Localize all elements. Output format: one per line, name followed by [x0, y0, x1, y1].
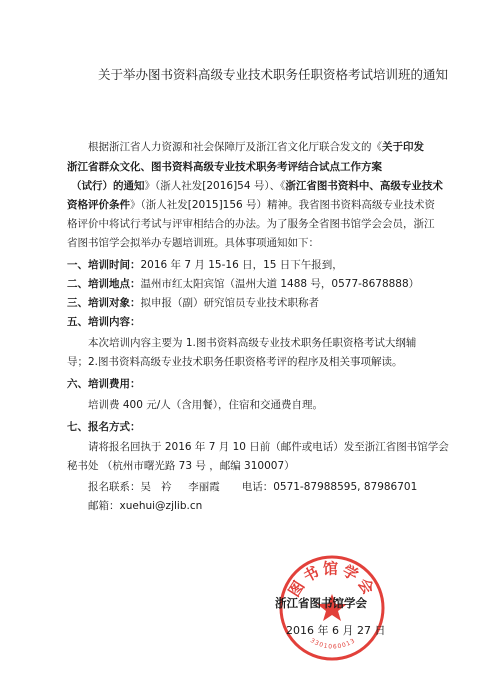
intro-text-run: 关于印发 [382, 141, 424, 153]
item-training-fee-label: 六、培训费用： [67, 378, 141, 390]
intro-line [67, 218, 435, 231]
contact-label: 报名联系： [88, 481, 141, 493]
item-training-content-label: 五、培训内容： [67, 316, 141, 328]
intro-line [67, 161, 382, 174]
intro-line [67, 237, 319, 250]
email-label: 邮箱： [88, 500, 120, 512]
fee-text: 培训费 400 元/人（含用餐），住宿和交通费自理。 [88, 399, 324, 411]
notice-title: 关于举办图书资料高级专业技术职务任职资格考试培训班的通知 [98, 67, 449, 82]
item-label: 二、培训地点： [67, 278, 141, 290]
signup-line: 秘书处 （杭州市曙光路 73 号 ，邮编 310007） [67, 460, 295, 472]
contact-names: 吴 衿 李丽霞 [140, 481, 220, 493]
item-signup-label: 七、报名方式： [67, 421, 141, 433]
intro-text-run: 》（浙人社发[2016]54 号）、《 [144, 180, 286, 192]
intro-text-run: 资格评价条件 [67, 199, 130, 211]
intro-text-run: 浙江省图书资料中、高级专业技术 [285, 180, 443, 192]
contact-line [88, 481, 417, 494]
intro-text-run: 浙江省群众文化、图书资料高级专业技术职务考评结合试点工作方案 [67, 161, 382, 173]
email-line [88, 500, 202, 513]
content-line: 本次培训内容主要为 1.图书资料高级专业技术职务任职资格考试大纲辅 [88, 337, 417, 349]
item-training-time [67, 259, 343, 272]
intro-line [67, 199, 435, 212]
signature-date: 2016 年 6 月 27 日 [286, 624, 386, 637]
phone-label: 电话： [241, 481, 274, 493]
signup-line: 请将报名回执于 2016 年 7 月 10 日前（邮件或电话）发至浙江省图书馆学会 [88, 441, 449, 453]
email-address[interactable]: xuehui@zjlib.cn [119, 500, 203, 512]
intro-text-run: 》（浙人社发[2015]156 号）精神。我省图书资料高级专业技术资 [130, 199, 436, 211]
item-training-place [67, 278, 419, 291]
intro-text-run: 格评价中将试行考试与评审相结合的办法。为了服务全省图书馆学会会员，浙江 [67, 218, 435, 230]
item-value: 拟申报（副）研究馆员专业技术职称者 [140, 297, 319, 309]
phone-number: 0571-87988595, 87986701 [273, 481, 418, 493]
intro-text-run: （试行）的通知 [71, 180, 145, 192]
item-label: 一、培训时间： [67, 259, 141, 271]
intro-text-run: 省图书馆学会拟举办专题培训班。具体事项通知如下： [67, 237, 319, 249]
item-value: 2016 年 7 月 15-16 日，15 日下午报到， [140, 259, 343, 271]
seal-text: 图书馆学会 [284, 559, 380, 600]
item-label: 三、培训对象： [67, 297, 141, 309]
seal-serial: 3301060013 [309, 637, 357, 651]
item-value: 温州市红太阳宾馆（温州大道 1488 号，0577-8678888） [140, 278, 420, 290]
signature-org: 浙江省图书馆学会 [275, 596, 367, 610]
intro-line [88, 141, 424, 154]
item-training-target [67, 297, 319, 310]
intro-text-run: 根据浙江省人力资源和社会保障厅及浙江省文化厅联合发文的《 [88, 141, 382, 153]
content-line: 导；2.图书资料高级专业技术职务任职资格考评的程序及相关事项解读。 [67, 356, 403, 368]
intro-line [71, 180, 443, 193]
